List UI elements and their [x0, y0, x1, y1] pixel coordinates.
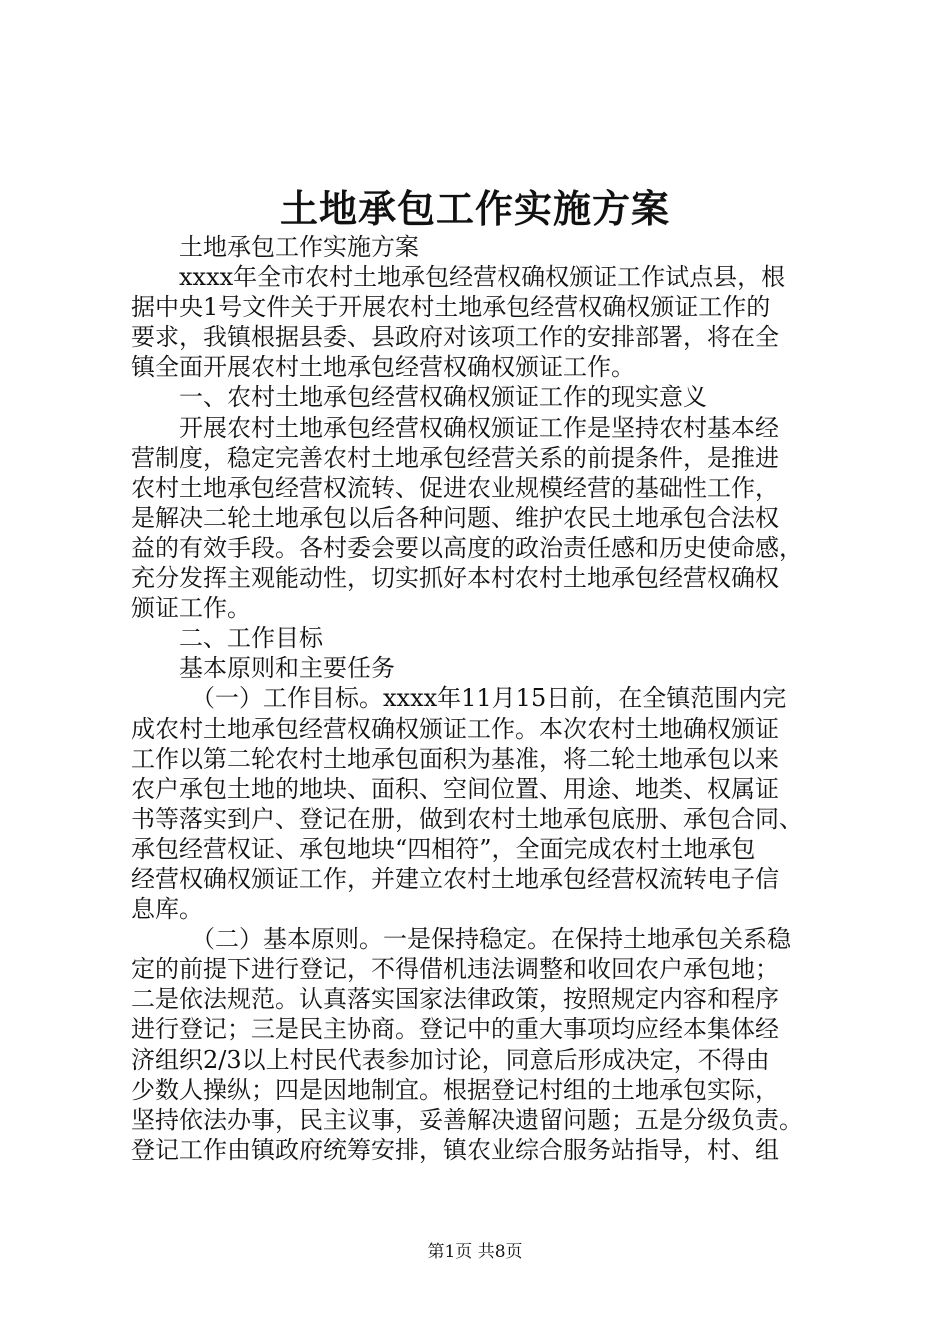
text-line: （一）工作目标。xxxx年11月15日前，在全镇范围内完: [191, 684, 787, 713]
text-line: 成农村土地承包经营权确权颁证工作。本次农村土地确权颁证: [131, 714, 779, 743]
text-line: 营制度，稳定完善农村土地承包经营关系的前提条件，是推进: [131, 443, 779, 472]
text-line: 颁证工作。: [131, 594, 251, 623]
text-line: 农户承包土地的地块、面积、空间位置、用途、地类、权属证: [131, 774, 779, 803]
section-heading: 一、农村土地承包经营权确权颁证工作的现实意义: [179, 383, 707, 412]
text-line: 要求，我镇根据县委、县政府对该项工作的安排部署，将在全: [131, 323, 779, 352]
text-line: 承包经营权证、承包地块“四相符”，全面完成农村土地承包: [131, 834, 756, 863]
text-line: 进行登记；三是民主协商。登记中的重大事项均应经本集体经: [131, 1015, 779, 1044]
section-heading: 二、工作目标: [179, 624, 323, 653]
text-line: 充分发挥主观能动性，切实抓好本村农村土地承包经营权确权: [131, 564, 779, 593]
text-line: 坚持依法办事，民主议事，妥善解决遗留问题；五是分级负责。: [131, 1105, 803, 1134]
text-line: 工作以第二轮农村土地承包面积为基准，将二轮土地承包以来: [131, 744, 779, 773]
text-line: 书等落实到户、登记在册，做到农村土地承包底册、承包合同、: [131, 804, 803, 833]
text-line: 基本原则和主要任务: [179, 654, 395, 683]
text-line: 土地承包工作实施方案: [179, 233, 419, 261]
text-line: 定的前提下进行登记，不得借机违法调整和收回农户承包地；: [131, 955, 779, 984]
page-footer: 第1页 共8页: [427, 1242, 523, 1262]
text-line: 开展农村土地承包经营权确权颁证工作是坚持农村基本经: [179, 413, 779, 442]
text-line: 济组织2/3以上村民代表参加讨论，同意后形成决定，不得由: [131, 1045, 770, 1074]
text-line: 镇全面开展农村土地承包经营权确权颁证工作。: [131, 353, 635, 382]
text-line: 息库。: [131, 895, 203, 924]
text-line: 二是依法规范。认真落实国家法律政策，按照规定内容和程序: [131, 985, 779, 1014]
text-line: 经营权确权颁证工作，并建立农村土地承包经营权流转电子信: [131, 864, 779, 893]
text-line: xxxx年全市农村土地承包经营权确权颁证工作试点县，根: [179, 263, 786, 292]
document-title: 土地承包工作实施方案: [279, 186, 670, 231]
text-line: 农村土地承包经营权流转、促进农业规模经营的基础性工作，: [131, 473, 779, 502]
text-line: （二）基本原则。一是保持稳定。在保持土地承包关系稳: [191, 925, 791, 954]
document-body: [131, 232, 831, 1165]
text-line: 登记工作由镇政府统筹安排，镇农业综合服务站指导，村、组: [131, 1135, 779, 1164]
text-line: 益的有效手段。各村委会要以高度的政治责任感和历史使命感，: [131, 533, 803, 562]
text-line: 少数人操纵；四是因地制宜。根据登记村组的土地承包实际，: [131, 1075, 779, 1104]
text-line: 据中央1号文件关于开展农村土地承包经营权确权颁证工作的: [131, 293, 771, 322]
text-line: 是解决二轮土地承包以后各种问题、维护农民土地承包合法权: [131, 503, 779, 532]
